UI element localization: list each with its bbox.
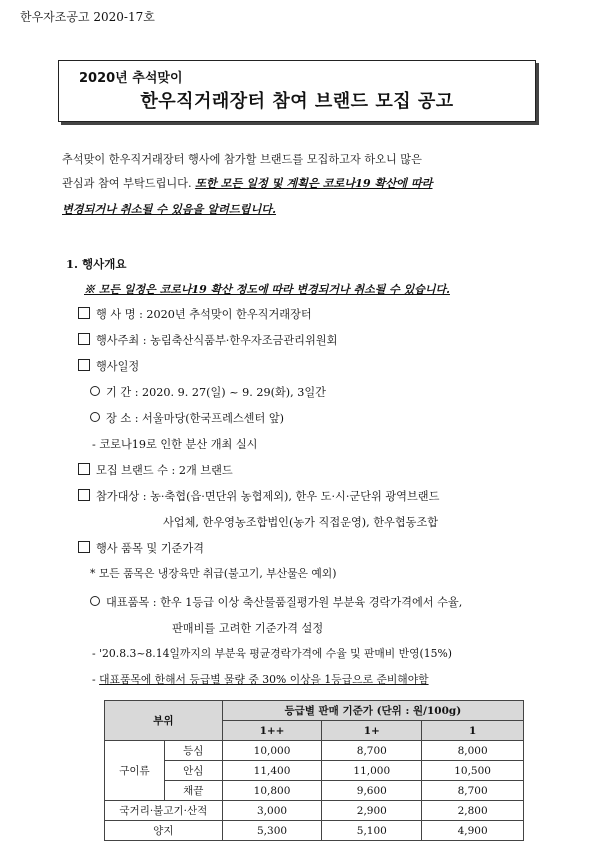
group-label: 구이류 [105,741,165,801]
header-price [222,701,523,721]
event-name-row [78,306,312,322]
host-row [78,332,337,348]
title-box [58,60,536,122]
intro-line-2 [62,172,433,195]
price-table [104,700,524,841]
schedule-row [78,358,139,374]
items-row [78,540,204,556]
table-row [105,761,524,781]
cut-name: 국거리·불고기·산적 [105,801,223,821]
price-cell: 5,100 [322,821,422,841]
header-part: 부위 [105,701,223,741]
items-note: * 모든 품목은 냉장육만 취급(불고기, 부산물은 예외) [90,567,337,580]
table-row [105,781,524,801]
circle-bullet-icon [90,412,100,422]
price-cell: 8,000 [422,741,524,761]
rep-item-line-3: - '20.8.3~8.14일까지의 부분육 평균경락가격에 수율 및 판매비 반영(15%) [92,647,452,660]
event-period: 기 간 : 2020. 9. 27(일) ~ 9. 29(화), 3일간 [106,386,326,399]
brand-count: 모집 브랜드 수 : 2개 브랜드 [96,464,233,477]
square-bullet-icon [78,359,90,371]
dash-marker: - [92,673,100,686]
rep-item-underlined: 대표품목에 한해서 등급별 물량 중 30% 이상을 1등급으로 준비해야함 [99,673,429,686]
price-cell: 8,700 [422,781,524,801]
grade-header: 1++ [222,721,322,741]
circle-bullet-icon [90,596,100,606]
eligibility-line-2: 사업체, 한우영농조합법인(농가 직접운영), 한우협동조합 [163,516,439,529]
price-cell: 10,000 [222,741,322,761]
brand-count-row [78,462,233,478]
intro-emphasis-text: 또한 모든 일정 및 계획은 코로나19 확산에 따라 [195,176,433,190]
square-bullet-icon [78,463,90,475]
header-unit: (단위 : 원/100g) [376,705,462,717]
grade-header: 1+ [322,721,422,741]
rep-item-row [90,594,462,610]
cut-name: 채끝 [164,781,222,801]
distributed-note: - 코로나19로 인한 분산 개최 실시 [92,438,258,451]
price-cell: 10,500 [422,761,524,781]
document-number: 한우자조공고 2020-17호 [20,10,155,24]
event-place: 장 소 : 서울마당(한국프레스센터 앞) [106,412,285,425]
rep-item-line-1: 대표품목 : 한우 1등급 이상 축산물품질평가원 부분육 경락가격에서 수율, [106,596,463,609]
eligibility-row [78,488,439,504]
price-cell: 10,800 [222,781,322,801]
price-cell: 2,900 [322,801,422,821]
price-cell: 4,900 [422,821,524,841]
square-bullet-icon [78,489,90,501]
cut-name: 등심 [164,741,222,761]
notice-text: ※ 모든 일정은 코로나19 확산 정도에 따라 변경되거나 취소될 수 있습니다. [84,283,450,296]
cut-name: 양지 [105,821,223,841]
cut-name: 안심 [164,761,222,781]
circle-bullet-icon [90,386,100,396]
price-cell: 9,600 [322,781,422,801]
price-cell: 8,700 [322,741,422,761]
schedule-label: 행사일정 [96,360,140,373]
table-row [105,801,524,821]
rep-item-line-4 [92,672,429,687]
page-title: 한우직거래장터 참여 브랜드 모집 공고 [140,91,454,112]
square-bullet-icon [78,333,90,345]
eligibility-line-1: 참가대상 : 농·축협(읍·면단위 농협제외), 한우 도·시·군단위 광역브랜드 [96,490,440,503]
price-cell: 11,000 [322,761,422,781]
intro-plain-text: 관심과 참여 부탁드립니다. [62,177,192,190]
period-row [90,384,326,400]
grade-header: 1 [422,721,524,741]
price-cell: 3,000 [222,801,322,821]
event-host: 행사주최 : 농림축산식품부·한우자조금관리위원회 [96,334,338,347]
price-cell: 5,300 [222,821,322,841]
rep-item-line-2: 판매비를 고려한 기준가격 설정 [172,622,324,635]
header-price-label: 등급별 판매 기준가 [284,705,373,717]
square-bullet-icon [78,307,90,319]
table-row [105,821,524,841]
items-label: 행사 품목 및 기준가격 [96,542,204,555]
title-subtitle: 2020년 추석맞이 [79,71,183,86]
intro-line-3: 변경되거나 취소될 수 있음을 알려드립니다. [62,202,277,216]
intro-line-1: 추석맞이 한우직거래장터 행사에 참가할 브랜드를 모집하고자 하오니 많은 [62,153,422,166]
table-row [105,741,524,761]
price-cell: 11,400 [222,761,322,781]
place-row [90,410,284,426]
section-heading: 1. 행사개요 [66,257,127,271]
square-bullet-icon [78,541,90,553]
event-name: 행 사 명 : 2020년 추석맞이 한우직거래장터 [96,308,312,321]
price-cell: 2,800 [422,801,524,821]
